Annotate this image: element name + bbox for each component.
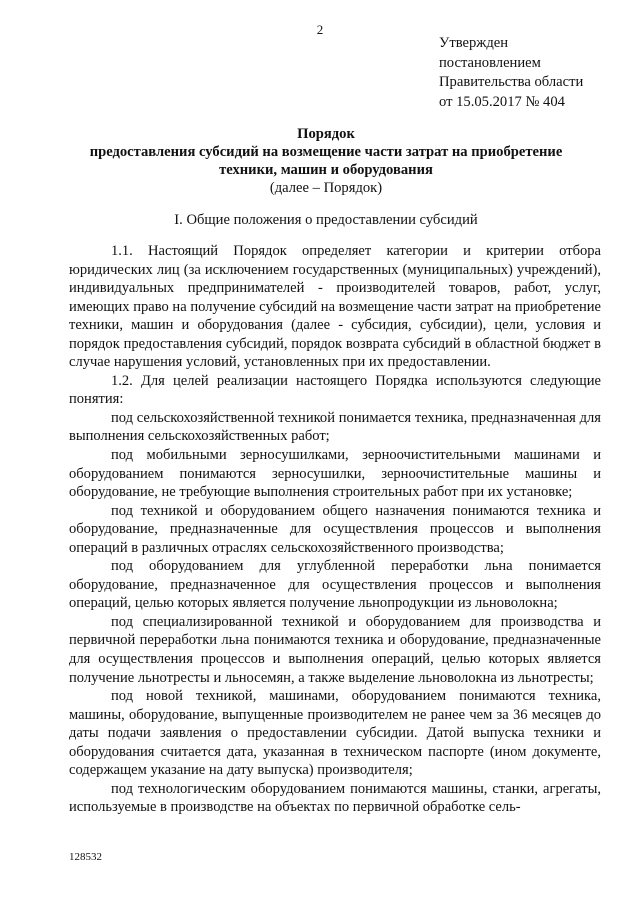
approval-line: от 15.05.2017 № 404 [439,93,565,110]
paragraph: 1.2. Для целей реализации настоящего Порядка используются следующие понятия: [69,372,601,408]
approval-line: Утвержден [439,35,509,51]
approval-block [439,34,629,112]
document-body [69,242,601,817]
section-heading: I. Общие положения о предоставлении субсидий [174,212,478,228]
paragraph: под специализированной техникой и оборудованием для производства и первичной переработки льна понимаются техника и оборудование, предназначенные для осуществления процессов и выполнения операций, целью которых является получение льнотресты и льносемян, а также выделение льноволокна из льнотресты; [69,613,601,686]
title-line: техники, машин и оборудования [219,162,433,178]
paragraph: под мобильными зерносушилками, зерноочистительными машинами и оборудованием понимаются зерносушилки, зерноочистительные машины и оборудование, не требующие выполнения строительных работ при их установке; [69,447,601,501]
paragraph: под новой техникой, машинами, оборудованием понимаются техника, машины, оборудование, выпущенные производителем не ранее чем за 36 месяцев до даты подачи заявления о предоставлении субсидии. Датой выпуска техники и оборудования считается дата, указанная в техническом паспорте (ином документе, содержащем указание на дату выпуска) производителя; [69,688,601,779]
paragraph: под сельскохозяйственной техникой понимается техника, предназначенная для выполнения сельскохозяйственных работ; [69,409,601,445]
page-number: 2 [316,22,324,37]
title-subline: (далее – Порядок) [269,180,383,196]
title-line: Порядок [297,126,355,142]
document-title [60,125,592,197]
document-code: 128532 [69,851,102,863]
title-line: предоставления субсидий на возмещение части затрат на приобретение [89,144,563,160]
paragraph: под техникой и оборудованием общего назначения понимаются техника и оборудование, предназначенные для осуществления процессов и выполнения операций в различных отраслях сельскохозяйственного производства; [69,502,601,556]
approval-line: Правительства области [439,74,584,90]
paragraph: 1.1. Настоящий Порядок определяет категории и критерии отбора юридических лиц (за исключением государственных (муниципальных) учреждений), индивидуальных предпринимателей - производителей товаров, работ, услуг, имеющих право на получение субсидий на возмещение части затрат на приобретение техники, машин и оборудования (далее - субсидия, субсидии), цели, условия и порядок предоставления субсидий, порядок возврата субсидий в областной бюджет в случае нарушения условий, установленных при их предоставлении. [69,243,601,371]
paragraph: под технологическим оборудованием понимаются машины, станки, агрегаты, используемые в производстве на объектах по первичной обработке сель- [69,780,601,816]
approval-line: постановлением [439,54,541,71]
paragraph: под оборудованием для углубленной переработки льна понимается оборудование, предназначенное для осуществления процессов и выполнения операций, целью которых является получение льнопродукции из льноволокна; [69,558,601,612]
